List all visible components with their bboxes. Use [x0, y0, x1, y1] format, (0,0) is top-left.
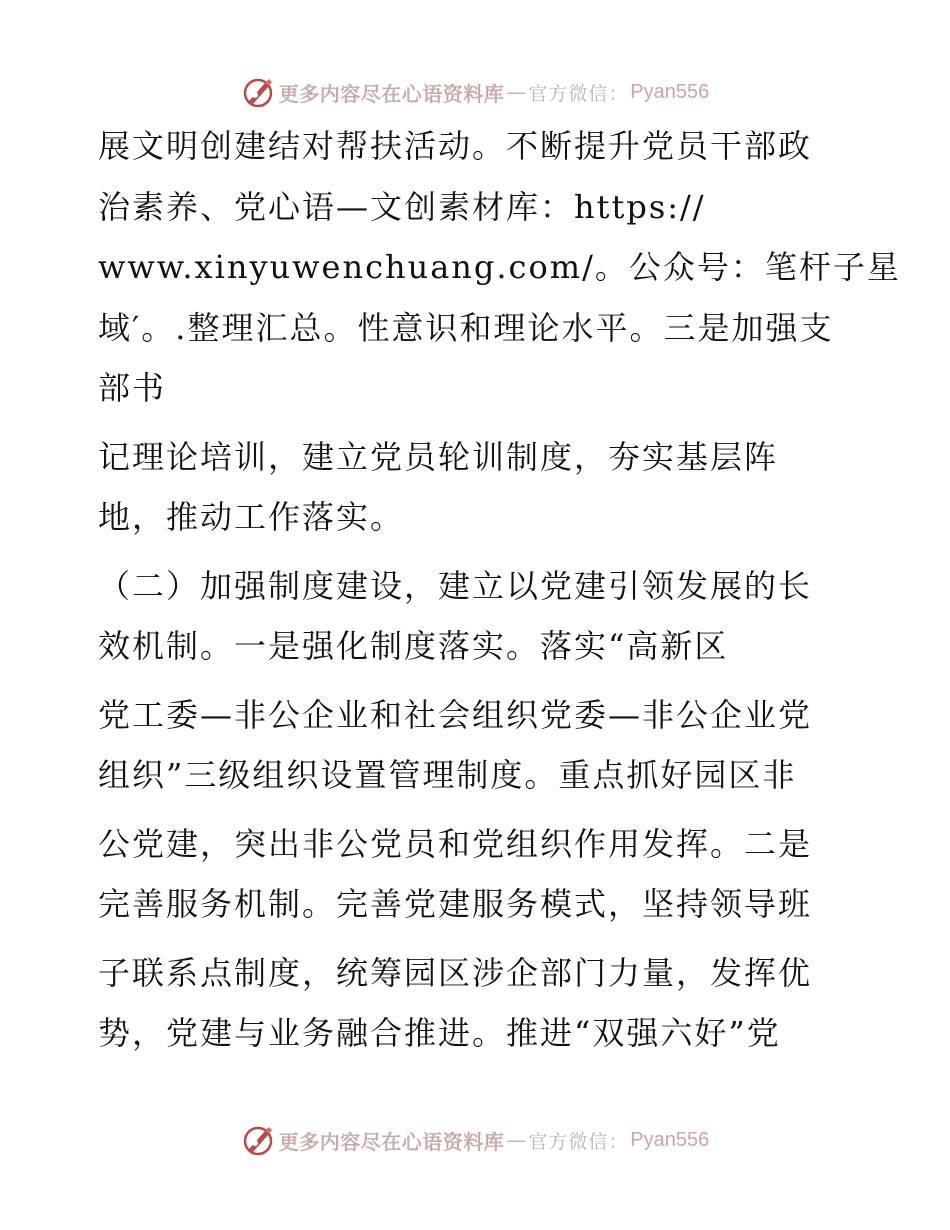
paragraph-4	[98, 695, 858, 816]
pen-logo-icon	[241, 1123, 275, 1157]
text-line: 党工委—非公企业和社会组织党委—非公企业党	[98, 695, 813, 734]
header-wechat-id: Pyan556	[630, 80, 710, 103]
text-line: 展文明创建结对帮扶活动。不断提升党员干部政	[98, 127, 813, 165]
text-line: 子联系点制度，统筹园区涉企部门力量，发挥优	[98, 953, 813, 992]
paragraph-3	[98, 566, 858, 687]
footer-wechat-id: Pyan556	[630, 1128, 710, 1151]
text-line: （二）加强制度建设，建立以党建引领发展的长	[98, 566, 813, 605]
text-line: 治素养、党心语—文创素材库：https://	[98, 187, 706, 226]
paragraph-2	[98, 437, 858, 558]
text-line: www.xinyuwenchuang.com/。公众号：笔杆子星	[98, 248, 901, 286]
footer-separator: —	[506, 1128, 527, 1152]
text-line: 地，推动工作落实。	[98, 498, 405, 536]
footer-label: 官方微信：	[528, 1130, 629, 1153]
pen-logo-icon	[241, 75, 275, 109]
text-line: 组织”三级组织设置管理制度。重点抓好园区非	[98, 756, 797, 794]
text-line: 记理论培训，建立党员轮训制度，夯实基层阵	[98, 437, 779, 476]
footer-text: 更多内容尽在心语资料库	[278, 1129, 505, 1154]
text-line: 效机制。一是强化制度落实。落实“高新区	[98, 627, 729, 665]
text-line: 公党建，突出非公党员和党组织作用发挥。二是	[98, 824, 813, 863]
footer-banner	[0, 1118, 950, 1162]
text-line: 域′。.整理汇总。性意识和理论水平。三是加强支	[98, 308, 834, 347]
document-body	[98, 126, 901, 1074]
paragraph-5	[98, 824, 858, 945]
text-line: 势，党建与业务融合推进。推进“双强六好”党	[98, 1014, 781, 1052]
paragraph-6	[98, 953, 858, 1074]
text-line: 完善服务机制。完善党建服务模式，坚持领导班	[98, 885, 813, 923]
header-separator: —	[506, 80, 527, 104]
header-banner	[0, 70, 950, 114]
header-text: 更多内容尽在心语资料库	[278, 81, 505, 106]
header-label: 官方微信：	[528, 82, 629, 105]
text-line: 部书	[98, 369, 167, 407]
paragraph-1	[98, 126, 901, 429]
